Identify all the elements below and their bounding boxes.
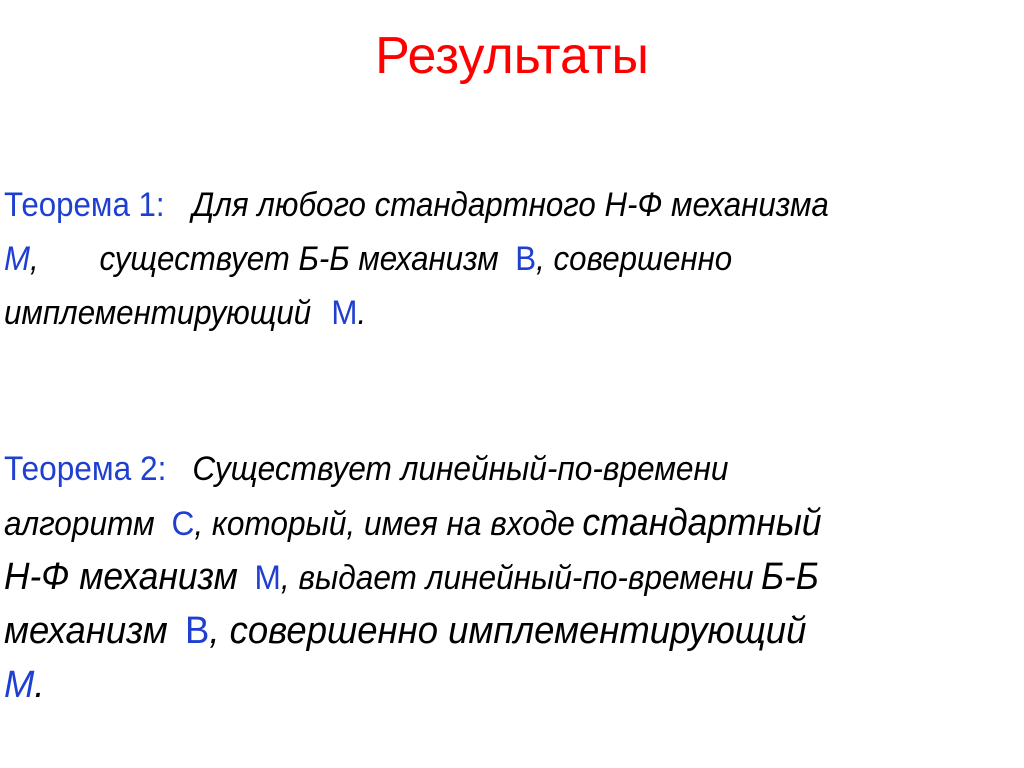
theorem-2-line-2 [4,496,943,550]
theorem-1-text-2-tail: , совершенно [536,240,733,278]
theorem-2-text-2-tail: стандартный [582,502,822,544]
theorem-2-text-4: механизм [4,610,168,652]
theorem-2-text-4-tail: , совершенно имплементирующий [209,610,807,652]
theorem-2-text-3-mid: , выдает линейный-по-времени [280,559,754,597]
theorem-1-var-m: М [4,240,31,278]
theorem-2-period: . [34,664,45,706]
theorem-2-label: Теорема 2: [4,450,167,488]
theorem-1-period: . [357,294,367,332]
theorem-2-line-3 [4,550,943,604]
theorem-2-line-1 [4,442,943,496]
theorem-1-line-3 [4,286,933,340]
theorem-2-text-2-mid: , который, имея на входе [194,505,575,543]
theorem-2-line-4 [4,604,974,658]
theorem-2-var-m-2: М [4,664,35,706]
theorem-1-text-3: имплементирующий [4,294,312,332]
theorem-2-var-b: В [185,610,210,652]
theorem-2-text-2: алгоритм [4,505,155,543]
theorem-1-var-b: В [515,240,537,278]
theorem-1-label: Теорема 1: [4,186,165,224]
theorem-1-comma: , [30,240,39,278]
slide-title: Результаты [375,27,649,85]
theorem-2-text-3-tail: Б-Б [760,556,819,598]
theorem-1 [4,178,1014,340]
theorem-2-text-1: Существует линейный-по-времени [192,450,729,488]
theorem-1-var-m-2: М [331,294,358,332]
theorem-2-text-3: Н-Ф механизм [4,556,238,598]
theorem-1-line-2 [4,232,933,286]
theorem-2-var-c: С [171,505,195,543]
theorem-1-text-1: Для любого стандартного Н-Ф механизма [192,186,829,224]
theorem-2-var-m: М [254,559,281,597]
theorem-1-line-1 [4,178,933,232]
theorem-2 [4,442,1014,712]
theorem-1-text-2: существует Б-Б механизм [99,240,499,278]
theorem-2-line-5 [4,658,974,712]
